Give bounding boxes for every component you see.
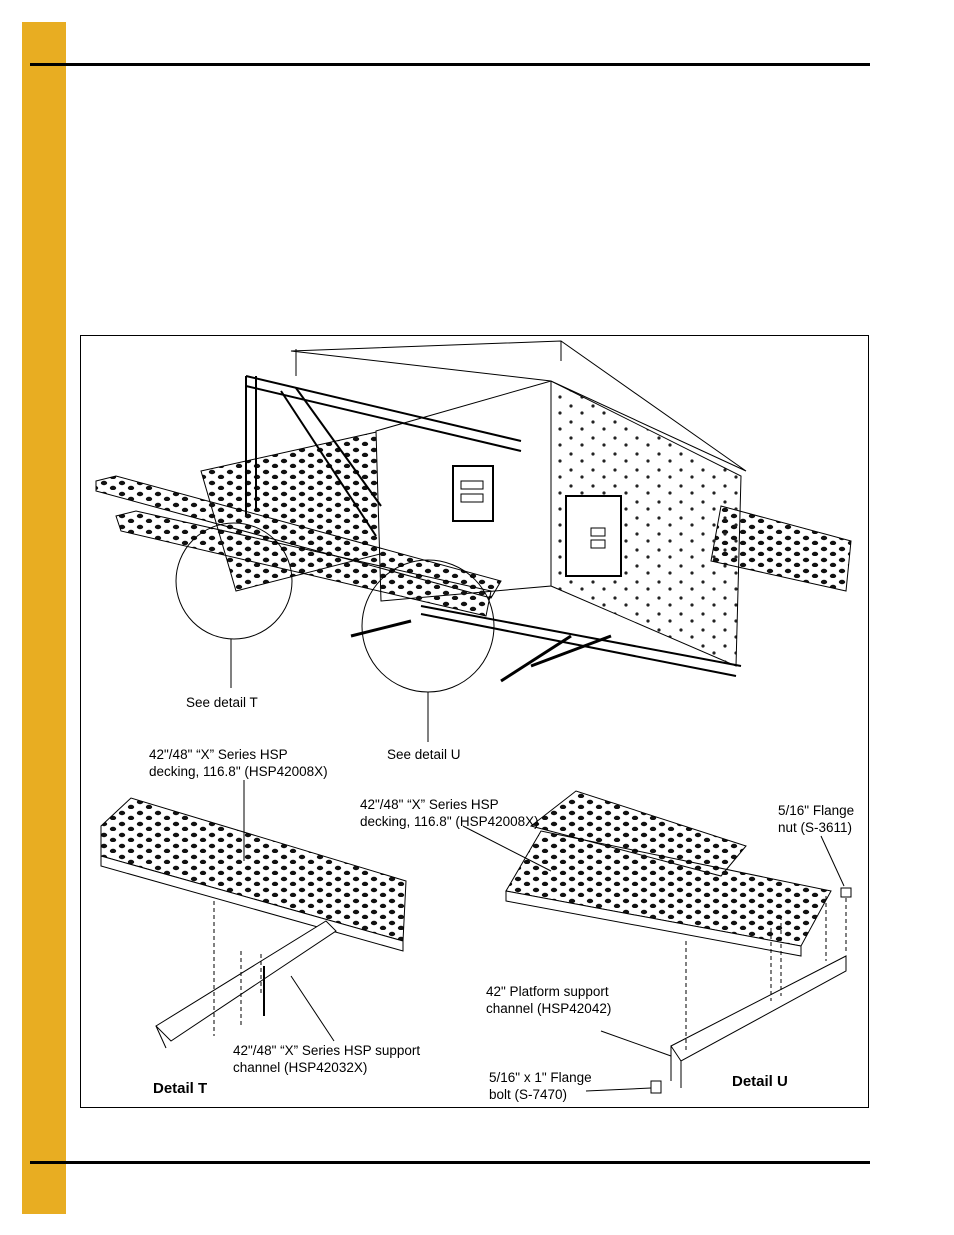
detail-u-title: Detail U	[732, 1073, 788, 1090]
detail-t-support-channel	[156, 921, 336, 1041]
detail-t-title: Detail T	[153, 1080, 208, 1097]
detail-t-support-label-line2: channel (HSP42032X)	[233, 1060, 368, 1075]
detail-u-decking-label-line1: 42"/48" “X” Series HSP	[360, 797, 499, 812]
main-assembly	[96, 341, 851, 742]
detail-t-support-label-line1: 42"/48" “X” Series HSP support	[233, 1043, 421, 1058]
see-detail-t-label: See detail T	[186, 695, 258, 710]
figure-frame	[80, 335, 869, 1108]
detail-u-drawing	[463, 791, 851, 1093]
detail-t-decking-label-line1: 42"/48" “X” Series HSP	[149, 747, 288, 762]
detail-u-decking-label-line2: decking, 116.8" (HSP42008X)	[360, 814, 539, 829]
flange-nut-label-line2: nut (S-3611)	[778, 820, 853, 835]
flange-nut-part	[841, 888, 851, 897]
header-rule	[30, 63, 870, 66]
detail-t-decking-label-line2: decking, 116.8" (HSP42008X)	[149, 764, 328, 779]
footer-rule	[30, 1161, 870, 1164]
platform-channel-label-line1: 42" Platform support	[486, 984, 609, 999]
platform-channel-label-line2: channel (HSP42042)	[486, 1001, 612, 1016]
flange-nut-label-line1: 5/16" Flange	[778, 803, 855, 818]
flange-bolt-label-line2: bolt (S-7470)	[489, 1087, 568, 1102]
detail-u-platform-channel	[671, 956, 846, 1061]
side-color-tab	[22, 22, 66, 1214]
assembly-illustration	[81, 336, 870, 1109]
flange-bolt-part	[651, 1081, 661, 1093]
flange-bolt-label-line1: 5/16" x 1" Flange	[489, 1070, 592, 1085]
see-detail-u-label: See detail U	[387, 747, 461, 762]
